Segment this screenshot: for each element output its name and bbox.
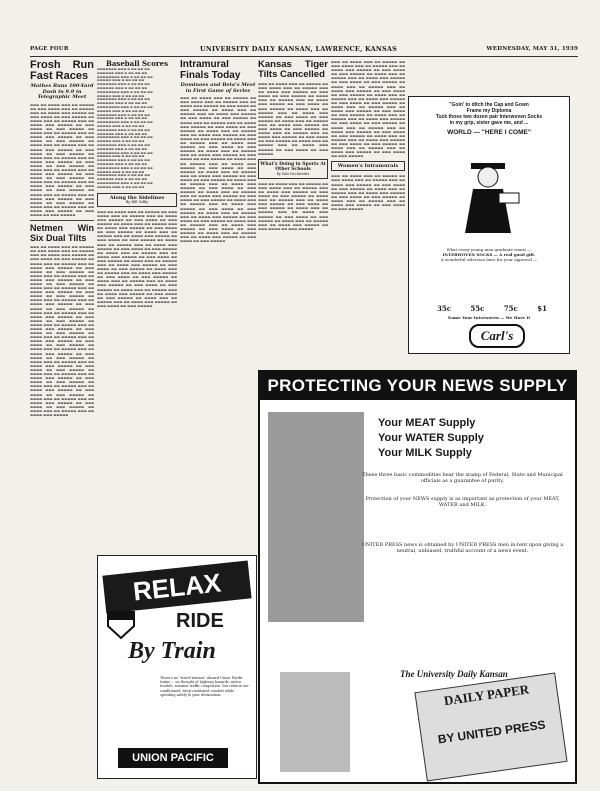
carls-price-row [437,304,547,313]
column-tiger [258,60,328,365]
carls-footer-line: Name Your Interwoven — We Have It [447,315,531,320]
carls-line-4: in my grip, sister gave me, and ... [449,120,529,126]
headline-tiger: Kansas Tiger Tilts Cancelled [258,60,328,80]
column-intramural [180,60,256,550]
by-united-press-text: BY UNITED PRESS [437,717,547,747]
story-intramural-body: ▬▬▬ ▬▬ ▬▬▬▬ ▬▬▬ ▬▬ ▬▬▬▬▬ ▬▬ ▬▬▬ ▬▬▬▬ ▬▬▬ ▬▬ ▬▬▬▬▬ ▬▬▬ ▬▬ ▬▬▬▬ ▬▬▬ ▬▬▬▬▬ ▬▬ ▬▬▬ ▬▬▬▬ ▬▬ ▬▬▬ ▬▬▬▬▬ ▬▬ ▬▬▬▬ ▬▬▬ ▬▬ ▬▬▬▬▬ ▬▬▬ ▬▬ ▬▬▬▬ ▬▬▬ ▬▬▬▬▬ ▬▬ ▬▬▬ ▬▬▬▬ ▬▬ ▬▬▬ ▬▬▬▬▬ ▬▬ ▬▬▬▬ ▬▬▬ ▬▬ ▬▬▬▬▬ ▬▬▬ ▬▬ ▬▬▬▬ ▬▬▬ ▬▬▬▬▬ ▬▬ ▬▬▬ ▬▬▬▬ ▬▬ ▬▬▬ ▬▬▬▬▬ ▬▬ ▬▬▬▬ ▬▬▬ ▬▬ ▬▬▬▬▬ ▬▬▬ ▬▬ ▬▬▬▬ ▬▬▬ ▬▬▬▬▬ ▬▬ ▬▬▬ ▬▬▬▬ ▬▬ ▬▬▬ ▬▬▬▬▬ ▬▬ ▬▬▬▬ ▬▬▬ ▬▬ ▬▬▬▬▬ ▬▬▬ ▬▬ ▬▬▬▬ ▬▬▬ ▬▬▬▬▬ ▬▬ ▬▬▬ ▬▬▬▬ ▬▬ ▬▬▬ ▬▬▬▬▬ ▬▬ ▬▬▬▬ ▬▬▬ ▬▬ ▬▬▬▬▬ ▬▬▬ ▬▬ ▬▬▬▬ ▬▬▬ ▬▬▬▬▬ ▬▬ ▬▬▬ ▬▬▬▬ ▬▬ ▬▬▬ ▬▬▬▬▬ ▬▬ ▬▬▬▬ ▬▬▬ ▬▬ ▬▬▬▬▬ ▬▬▬ ▬▬ ▬▬▬▬ ▬▬▬ ▬▬▬▬▬ ▬▬ ▬▬▬ ▬▬▬▬ ▬▬ ▬▬▬ ▬▬▬▬▬ ▬▬ ▬▬▬▬ ▬▬▬ ▬▬ ▬▬▬▬▬ ▬▬▬ ▬▬ ▬▬▬▬ ▬▬▬ ▬▬▬▬▬ ▬▬ ▬▬▬ ▬▬▬▬ ▬▬ ▬▬▬ ▬▬▬▬▬ ▬▬ ▬▬▬▬ ▬▬▬ ▬▬ ▬▬▬▬▬ ▬▬▬ ▬▬ ▬▬▬▬ ▬▬▬ ▬▬▬▬▬ ▬▬ ▬▬▬ ▬▬▬▬ ▬▬ ▬▬▬ ▬▬▬▬▬ ▬▬ ▬▬▬▬ ▬▬▬ ▬▬ ▬▬▬▬▬ ▬▬▬ ▬▬ ▬▬▬▬ ▬▬▬ ▬▬▬▬▬ ▬▬ ▬▬▬ ▬▬▬▬ ▬▬ ▬▬▬ ▬▬▬▬▬ ▬▬ ▬▬▬▬ ▬▬▬ ▬▬ ▬▬▬▬▬ ▬▬▬ ▬▬ ▬▬▬▬ ▬▬▬ ▬▬▬▬▬ ▬▬ ▬▬▬ ▬▬▬▬ ▬▬ ▬▬▬ ▬▬▬▬▬ ▬▬ ▬▬▬▬ ▬▬▬ ▬▬ ▬▬▬▬▬ ▬▬▬ ▬▬ ▬▬▬▬ ▬▬▬ ▬▬▬▬▬ ▬▬ ▬▬▬ ▬▬▬▬ ▬▬ ▬▬▬ ▬▬▬▬▬ ▬▬ ▬▬▬▬ ▬▬▬ ▬▬ ▬▬▬▬▬ ▬▬▬ ▬▬ ▬▬▬▬ ▬▬▬ ▬▬▬▬▬ ▬▬ ▬▬▬ ▬▬▬▬ ▬▬ ▬▬▬ ▬▬▬▬▬ ▬▬ ▬▬▬▬ ▬▬▬ ▬▬ ▬▬▬▬▬ ▬▬▬ ▬▬ ▬▬▬▬ ▬▬▬ ▬▬▬▬▬ ▬▬ ▬▬▬ ▬▬▬▬ ▬▬ ▬▬▬ ▬▬▬▬▬ [180,96,256,244]
headline-intramural: Intramural Finals Today [180,60,241,81]
carls-world-line: WORLD — "HERE I COME" [447,129,531,136]
ride-text: RIDE [176,610,224,632]
carls-line-1: "Goin' to ditch the Cap and Gown [449,102,529,108]
union-pacific-shield-icon [106,610,136,640]
price-75c: 75c [503,304,518,313]
sidelines-box [97,193,177,207]
by-train-text: By Train [128,638,216,664]
carls-ad-top-copy [409,102,569,126]
carls-mid-2: INTERWOVEN SOCKS — A real good gift. [442,252,536,257]
paper-title: UNIVERSITY DAILY KANSAN, LAWRENCE, KANSAS [200,45,398,53]
column-frosh [30,60,94,760]
united-press-ad [258,370,577,784]
water-supply: Your WATER Supply [378,432,484,444]
price-1-dollar: $1 [537,304,547,313]
women-intramurals-box [331,161,405,171]
sidelines-title: Along the Sidelines [109,194,165,201]
sidelines-byline: By Bill Selby [125,199,149,204]
woman-shopping-illustration [268,412,364,622]
milk-bottles-illustration [280,672,350,772]
price-55c: 55c [470,304,485,313]
carls-line-3: Tuck those two dozen pair Interwoven Socks [435,114,543,120]
news-supply-banner: PROTECTING YOUR NEWS SUPPLY [260,372,575,400]
story-frosh-body: ▬▬▬ ▬▬ ▬▬▬▬ ▬▬▬ ▬▬ ▬▬▬▬▬ ▬▬ ▬▬▬ ▬▬▬▬ ▬▬▬ ▬▬ ▬▬▬▬▬ ▬▬▬ ▬▬ ▬▬▬▬ ▬▬▬ ▬▬▬▬▬ ▬▬ ▬▬▬ ▬▬▬▬ ▬▬ ▬▬▬ ▬▬▬▬▬ ▬▬ ▬▬▬▬ ▬▬▬ ▬▬ ▬▬▬▬▬ ▬▬▬ ▬▬ ▬▬▬▬ ▬▬▬ ▬▬▬▬▬ ▬▬ ▬▬▬ ▬▬▬▬ ▬▬ ▬▬▬ ▬▬▬▬▬ ▬▬ ▬▬▬▬ ▬▬▬ ▬▬ ▬▬▬▬▬ ▬▬▬ ▬▬ ▬▬▬▬ ▬▬▬ ▬▬▬▬▬ ▬▬ ▬▬▬ ▬▬▬▬ ▬▬ ▬▬▬ ▬▬▬▬▬ ▬▬ ▬▬▬▬ ▬▬▬ ▬▬ ▬▬▬▬▬ ▬▬▬ ▬▬ ▬▬▬▬ ▬▬▬ ▬▬▬▬▬ ▬▬ ▬▬▬ ▬▬▬▬ ▬▬ ▬▬▬ ▬▬▬▬▬ ▬▬ ▬▬▬▬ ▬▬▬ ▬▬ ▬▬▬▬▬ ▬▬▬ ▬▬ ▬▬▬▬ ▬▬▬ ▬▬▬▬▬ ▬▬ ▬▬▬ ▬▬▬▬ ▬▬ ▬▬▬ ▬▬▬▬▬ ▬▬ ▬▬▬▬ ▬▬▬ ▬▬ ▬▬▬▬▬ ▬▬▬ ▬▬ ▬▬▬▬ ▬▬▬ ▬▬▬▬▬ ▬▬ ▬▬▬ ▬▬▬▬ ▬▬ ▬▬▬ ▬▬▬▬▬ ▬▬ ▬▬▬▬ ▬▬▬ ▬▬ ▬▬▬▬▬ ▬▬▬ ▬▬ ▬▬▬▬ ▬▬▬ ▬▬▬▬▬ ▬▬ ▬▬▬ ▬▬▬▬ ▬▬ ▬▬▬ ▬▬▬▬▬ ▬▬ ▬▬▬▬ ▬▬▬ ▬▬ ▬▬▬▬▬ ▬▬▬ ▬▬ ▬▬▬▬ ▬▬▬ ▬▬▬▬▬ ▬▬ ▬▬▬ ▬▬▬▬ ▬▬ ▬▬▬ ▬▬▬▬▬ ▬▬ ▬▬▬▬ ▬▬▬ ▬▬ ▬▬▬▬▬ ▬▬▬ ▬▬ ▬▬▬▬ ▬▬▬ ▬▬▬▬▬ ▬▬ ▬▬▬ ▬▬▬▬ ▬▬ ▬▬▬ ▬▬▬▬▬ [30,102,94,218]
other-schools-title: What's Doing in Sports At Other Schools [260,161,326,172]
story-tiger-body: ▬▬▬ ▬▬ ▬▬▬▬ ▬▬▬ ▬▬ ▬▬▬▬▬ ▬▬ ▬▬▬ ▬▬▬▬ ▬▬▬ ▬▬ ▬▬▬▬▬ ▬▬▬ ▬▬ ▬▬▬▬ ▬▬▬ ▬▬▬▬▬ ▬▬ ▬▬▬ ▬▬▬▬ ▬▬ ▬▬▬ ▬▬▬▬▬ ▬▬ ▬▬▬▬ ▬▬▬ ▬▬ ▬▬▬▬▬ ▬▬▬ ▬▬ ▬▬▬▬ ▬▬▬ ▬▬▬▬▬ ▬▬ ▬▬▬ ▬▬▬▬ ▬▬ ▬▬▬ ▬▬▬▬▬ ▬▬ ▬▬▬▬ ▬▬▬ ▬▬ ▬▬▬▬▬ ▬▬▬ ▬▬ ▬▬▬▬ ▬▬▬ ▬▬▬▬▬ ▬▬ ▬▬▬ ▬▬▬▬ ▬▬ ▬▬▬ ▬▬▬▬▬ ▬▬ ▬▬▬▬ ▬▬▬ ▬▬ ▬▬▬▬▬ ▬▬▬ ▬▬ ▬▬▬▬ ▬▬▬ ▬▬▬▬▬ ▬▬ ▬▬▬ ▬▬▬▬ ▬▬ ▬▬▬ ▬▬▬▬▬ ▬▬ ▬▬▬▬ ▬▬▬ ▬▬ ▬▬▬▬▬ ▬▬▬ ▬▬ ▬▬▬▬ ▬▬▬ ▬▬▬▬▬ ▬▬ ▬▬▬ ▬▬▬▬ ▬▬ ▬▬▬ ▬▬▬▬▬ ▬▬ ▬▬▬▬ ▬▬▬ ▬▬ ▬▬▬▬▬ ▬▬▬ ▬▬ ▬▬▬▬ ▬▬▬ ▬▬▬▬▬ ▬▬ ▬▬▬ ▬▬▬▬ ▬▬ ▬▬▬ ▬▬▬▬▬ [258,82,328,156]
price-35c: 35c [437,304,452,313]
other-schools-body: ▬▬▬ ▬▬ ▬▬▬▬ ▬▬▬ ▬▬ ▬▬▬▬▬ ▬▬ ▬▬▬ ▬▬▬▬ ▬▬▬ ▬▬ ▬▬▬▬▬ ▬▬▬ ▬▬ ▬▬▬▬ ▬▬▬ ▬▬▬▬▬ ▬▬ ▬▬▬ ▬▬▬▬ ▬▬ ▬▬▬ ▬▬▬▬▬ ▬▬ ▬▬▬▬ ▬▬▬ ▬▬ ▬▬▬▬▬ ▬▬▬ ▬▬ ▬▬▬▬ ▬▬▬ ▬▬▬▬▬ ▬▬ ▬▬▬ ▬▬▬▬ ▬▬ ▬▬▬ ▬▬▬▬▬ ▬▬ ▬▬▬▬ ▬▬▬ ▬▬ ▬▬▬▬▬ ▬▬▬ ▬▬ ▬▬▬▬ ▬▬▬ ▬▬▬▬▬ ▬▬ ▬▬▬ ▬▬▬▬ ▬▬ ▬▬▬ ▬▬▬▬▬ ▬▬ ▬▬▬▬ ▬▬▬ ▬▬ ▬▬▬▬▬ ▬▬▬ ▬▬ ▬▬▬▬ ▬▬▬ ▬▬▬▬▬ ▬▬ ▬▬▬ ▬▬▬▬ ▬▬ ▬▬▬ ▬▬▬▬▬ [258,181,328,231]
other-schools-box [258,159,328,179]
subhead-frosh: Mathes Runs 100-Yard Dash in 9.9 in Telegraphic Meet [30,83,94,100]
masthead [30,44,578,57]
daily-kansan-name: The University Daily Kansan [400,669,508,679]
union-pacific-copy: There's no "travel tension" aboard Union Pacific trains ... no thought of highway hazards, motor trouble, summer traffic congestion. You relax in air-conditioned, deep-cushioned comfort while speeding safely to your destination. [160,676,250,697]
carls-mid-copy [415,247,563,262]
story-netmen-body: ▬▬▬ ▬▬ ▬▬▬▬ ▬▬▬ ▬▬ ▬▬▬▬▬ ▬▬ ▬▬▬ ▬▬▬▬ ▬▬▬ ▬▬ ▬▬▬▬▬ ▬▬▬ ▬▬ ▬▬▬▬ ▬▬▬ ▬▬▬▬▬ ▬▬ ▬▬▬ ▬▬▬▬ ▬▬ ▬▬▬ ▬▬▬▬▬ ▬▬ ▬▬▬▬ ▬▬▬ ▬▬ ▬▬▬▬▬ ▬▬▬ ▬▬ ▬▬▬▬ ▬▬▬ ▬▬▬▬▬ ▬▬ ▬▬▬ ▬▬▬▬ ▬▬ ▬▬▬ ▬▬▬▬▬ ▬▬ ▬▬▬▬ ▬▬▬ ▬▬ ▬▬▬▬▬ ▬▬▬ ▬▬ ▬▬▬▬ ▬▬▬ ▬▬▬▬▬ ▬▬ ▬▬▬ ▬▬▬▬ ▬▬ ▬▬▬ ▬▬▬▬▬ ▬▬ ▬▬▬▬ ▬▬▬ ▬▬ ▬▬▬▬▬ ▬▬▬ ▬▬ ▬▬▬▬ ▬▬▬ ▬▬▬▬▬ ▬▬ ▬▬▬ ▬▬▬▬ ▬▬ ▬▬▬ ▬▬▬▬▬ ▬▬ ▬▬▬▬ ▬▬▬ ▬▬ ▬▬▬▬▬ ▬▬▬ ▬▬ ▬▬▬▬ ▬▬▬ ▬▬▬▬▬ ▬▬ ▬▬▬ ▬▬▬▬ ▬▬ ▬▬▬ ▬▬▬▬▬ ▬▬ ▬▬▬▬ ▬▬▬ ▬▬ ▬▬▬▬▬ ▬▬▬ ▬▬ ▬▬▬▬ ▬▬▬ ▬▬▬▬▬ ▬▬ ▬▬▬ ▬▬▬▬ ▬▬ ▬▬▬ ▬▬▬▬▬ ▬▬ ▬▬▬▬ ▬▬▬ ▬▬ ▬▬▬▬▬ ▬▬▬ ▬▬ ▬▬▬▬ ▬▬▬ ▬▬▬▬▬ ▬▬ ▬▬▬ ▬▬▬▬ ▬▬ ▬▬▬ ▬▬▬▬▬ ▬▬ ▬▬▬▬ ▬▬▬ ▬▬ ▬▬▬▬▬ ▬▬▬ ▬▬ ▬▬▬▬ ▬▬▬ ▬▬▬▬▬ ▬▬ ▬▬▬ ▬▬▬▬ ▬▬ ▬▬▬ ▬▬▬▬▬ ▬▬ ▬▬▬▬ ▬▬▬ ▬▬ ▬▬▬▬▬ ▬▬▬ ▬▬ ▬▬▬▬ ▬▬▬ ▬▬▬▬▬ ▬▬ ▬▬▬ ▬▬▬▬ ▬▬ ▬▬▬ ▬▬▬▬▬ ▬▬ ▬▬▬▬ ▬▬▬ ▬▬ ▬▬▬▬▬ ▬▬▬ ▬▬ ▬▬▬▬ ▬▬▬ ▬▬▬▬▬ ▬▬ ▬▬▬ ▬▬▬▬ ▬▬ ▬▬▬ ▬▬▬▬▬ ▬▬ ▬▬▬▬ ▬▬▬ ▬▬ ▬▬▬▬▬ ▬▬▬ ▬▬ ▬▬▬▬ ▬▬▬ ▬▬▬▬▬ ▬▬ ▬▬▬ ▬▬▬▬ ▬▬ ▬▬▬ ▬▬▬▬▬ ▬▬ ▬▬▬▬ ▬▬▬ ▬▬ ▬▬▬▬▬ ▬▬▬ ▬▬ ▬▬▬▬ ▬▬▬ ▬▬▬▬▬ ▬▬ ▬▬▬ ▬▬▬▬ ▬▬ ▬▬▬ ▬▬▬▬▬ ▬▬ ▬▬▬▬ ▬▬▬ ▬▬ ▬▬▬▬▬ ▬▬▬ ▬▬ ▬▬▬▬ ▬▬▬ ▬▬▬▬▬ ▬▬ ▬▬▬ ▬▬▬▬ ▬▬ ▬▬▬ ▬▬▬▬▬ ▬▬ ▬▬▬▬ ▬▬▬ ▬▬ ▬▬▬▬▬ ▬▬▬ ▬▬ ▬▬▬▬ ▬▬▬ ▬▬▬▬▬ [30,245,94,417]
carls-mid-3: A wonderful selection here for your approval — [440,257,538,262]
column-five [331,60,405,365]
union-pacific-logo: UNION PACIFIC [118,748,228,768]
newspaper-illustration [414,673,567,782]
column-baseball [97,60,177,550]
divider [30,220,94,221]
carls-line-2: Frame my Diploma [466,108,512,114]
headline-netmen: Netmen Win Six Dual Tilts [30,223,94,243]
ad-para-1: These three basic commodities bear the stamp of Federal, State and Municipal officials as a guarantee of purity. [362,472,563,485]
ad-para-3: UNITED PRESS news is obtained by UNITED PRESS men in-tent upon giving a neutral, unbiased, truthful account of a news event. [361,542,564,555]
carls-logo: Carl's [469,324,525,348]
women-intramurals-body: ▬▬▬ ▬▬ ▬▬▬▬ ▬▬▬ ▬▬ ▬▬▬▬▬ ▬▬ ▬▬▬ ▬▬▬▬ ▬▬▬ ▬▬ ▬▬▬▬▬ ▬▬▬ ▬▬ ▬▬▬▬ ▬▬▬ ▬▬▬▬▬ ▬▬ ▬▬▬ ▬▬▬▬ ▬▬ ▬▬▬ ▬▬▬▬▬ ▬▬ ▬▬▬▬ ▬▬▬ ▬▬ ▬▬▬▬▬ ▬▬▬ ▬▬ ▬▬▬▬ ▬▬▬ ▬▬▬▬▬ ▬▬ ▬▬▬ ▬▬▬▬ ▬▬ ▬▬▬ ▬▬▬▬▬ ▬▬ ▬▬▬▬ ▬▬▬ ▬▬ ▬▬▬▬▬ ▬▬▬ ▬▬ ▬▬▬▬ ▬▬▬ ▬▬▬▬▬ ▬▬ ▬▬▬ ▬▬▬▬ ▬▬ ▬▬▬ ▬▬▬▬▬ [331,174,405,212]
supply-list [378,416,484,461]
carls-mid-1: What every young man graduate wants — [446,247,532,252]
headline-frosh: Frosh Run Fast Races [30,60,94,82]
union-pacific-ad [97,555,257,779]
women-intramurals-title: Women's Intramurals [337,163,399,170]
graduate-illustration [451,153,525,239]
carls-interwoven-ad [408,96,570,354]
subhead-intramural: Dominoes and Beta's Meet in First Game of Series [180,82,256,94]
headline-baseball: Baseball Scores [105,60,169,68]
other-schools-byline: By Dale Hochstetler [276,171,310,176]
page-label: PAGE FOUR [30,46,69,52]
milk-supply: Your MILK Supply [378,447,472,459]
relax-banner: RELAX [102,560,251,613]
sidelines-body: ▬▬▬ ▬▬ ▬▬▬▬ ▬▬▬ ▬▬ ▬▬▬▬▬ ▬▬ ▬▬▬ ▬▬▬▬ ▬▬▬ ▬▬ ▬▬▬▬▬ ▬▬▬ ▬▬ ▬▬▬▬ ▬▬▬ ▬▬▬▬▬ ▬▬ ▬▬▬ ▬▬▬▬ ▬▬ ▬▬▬ ▬▬▬▬▬ ▬▬ ▬▬▬▬ ▬▬▬ ▬▬ ▬▬▬▬▬ ▬▬▬ ▬▬ ▬▬▬▬ ▬▬▬ ▬▬▬▬▬ ▬▬ ▬▬▬ ▬▬▬▬ ▬▬ ▬▬▬ ▬▬▬▬▬ ▬▬ ▬▬▬▬ ▬▬▬ ▬▬ ▬▬▬▬▬ ▬▬▬ ▬▬ ▬▬▬▬ ▬▬▬ ▬▬▬▬▬ ▬▬ ▬▬▬ ▬▬▬▬ ▬▬ ▬▬▬ ▬▬▬▬▬ ▬▬ ▬▬▬▬ ▬▬▬ ▬▬ ▬▬▬▬▬ ▬▬▬ ▬▬ ▬▬▬▬ ▬▬▬ ▬▬▬▬▬ ▬▬ ▬▬▬ ▬▬▬▬ ▬▬ ▬▬▬ ▬▬▬▬▬ ▬▬ ▬▬▬▬ ▬▬▬ ▬▬ ▬▬▬▬▬ ▬▬▬ ▬▬ ▬▬▬▬ ▬▬▬ ▬▬▬▬▬ ▬▬ ▬▬▬ ▬▬▬▬ ▬▬ ▬▬▬ ▬▬▬▬▬ ▬▬ ▬▬▬▬ ▬▬▬ ▬▬ ▬▬▬▬▬ ▬▬▬ ▬▬ ▬▬▬▬ ▬▬▬ ▬▬▬▬▬ ▬▬ ▬▬▬ ▬▬▬▬ ▬▬ ▬▬▬ ▬▬▬▬▬ ▬▬ ▬▬▬▬ ▬▬▬ ▬▬ ▬▬▬▬▬ ▬▬▬ ▬▬ ▬▬▬▬ ▬▬▬ ▬▬▬▬▬ ▬▬ ▬▬▬ ▬▬▬▬ ▬▬ ▬▬▬ ▬▬▬▬▬ ▬▬ ▬▬▬▬ ▬▬▬ ▬▬ ▬▬▬▬▬ ▬▬▬ ▬▬ ▬▬▬▬ ▬▬▬ ▬▬▬▬▬ ▬▬ ▬▬▬ ▬▬▬▬ ▬▬ ▬▬▬ ▬▬▬▬▬ ▬▬ ▬▬▬▬ ▬▬▬ ▬▬ ▬▬▬▬▬ ▬▬▬ ▬▬ ▬▬▬▬ ▬▬▬ ▬▬▬▬▬ ▬▬ ▬▬▬ ▬▬▬▬ ▬▬ ▬▬▬ ▬▬▬▬▬ ▬▬ ▬▬▬▬ ▬▬▬ ▬▬ ▬▬▬▬▬ ▬▬▬ ▬▬ ▬▬▬▬ ▬▬▬ ▬▬▬▬▬ ▬▬ ▬▬▬ ▬▬▬▬ ▬▬ ▬▬▬ ▬▬▬▬▬ [97,209,177,308]
story-col5-top: ▬▬▬ ▬▬ ▬▬▬▬ ▬▬▬ ▬▬ ▬▬▬▬▬ ▬▬ ▬▬▬ ▬▬▬▬ ▬▬▬ ▬▬ ▬▬▬▬▬ ▬▬▬ ▬▬ ▬▬▬▬ ▬▬▬ ▬▬▬▬▬ ▬▬ ▬▬▬ ▬▬▬▬ ▬▬ ▬▬▬ ▬▬▬▬▬ ▬▬ ▬▬▬▬ ▬▬▬ ▬▬ ▬▬▬▬▬ ▬▬▬ ▬▬ ▬▬▬▬ ▬▬▬ ▬▬▬▬▬ ▬▬ ▬▬▬ ▬▬▬▬ ▬▬ ▬▬▬ ▬▬▬▬▬ ▬▬ ▬▬▬▬ ▬▬▬ ▬▬ ▬▬▬▬▬ ▬▬▬ ▬▬ ▬▬▬▬ ▬▬▬ ▬▬▬▬▬ ▬▬ ▬▬▬ ▬▬▬▬ ▬▬ ▬▬▬ ▬▬▬▬▬ ▬▬ ▬▬▬▬ ▬▬▬ ▬▬ ▬▬▬▬▬ ▬▬▬ ▬▬ ▬▬▬▬ ▬▬▬ ▬▬▬▬▬ ▬▬ ▬▬▬ ▬▬▬▬ ▬▬ ▬▬▬ ▬▬▬▬▬ ▬▬ ▬▬▬▬ ▬▬▬ ▬▬ ▬▬▬▬▬ ▬▬▬ ▬▬ ▬▬▬▬ ▬▬▬ ▬▬▬▬▬ ▬▬ ▬▬▬ ▬▬▬▬ ▬▬ ▬▬▬ ▬▬▬▬▬ ▬▬ ▬▬▬▬ ▬▬▬ ▬▬ ▬▬▬▬▬ ▬▬▬ ▬▬ ▬▬▬▬ ▬▬▬ ▬▬▬▬▬ ▬▬ ▬▬▬ ▬▬▬▬ ▬▬ ▬▬▬ ▬▬▬▬▬ ▬▬ ▬▬▬▬ ▬▬▬ ▬▬ ▬▬▬▬▬ ▬▬▬ ▬▬ ▬▬▬▬ ▬▬▬ ▬▬▬▬▬ ▬▬ ▬▬▬ ▬▬▬▬ ▬▬ ▬▬▬ ▬▬▬▬▬ ▬▬ ▬▬▬▬ ▬▬▬ ▬▬ ▬▬▬▬▬ ▬▬▬ ▬▬ ▬▬▬▬ ▬▬▬ ▬▬▬▬▬ ▬▬ ▬▬▬ ▬▬▬▬ ▬▬ ▬▬▬ ▬▬▬▬▬ ▬▬ ▬▬▬▬ ▬▬▬ ▬▬ ▬▬▬▬▬ ▬▬▬ ▬▬ ▬▬▬▬ ▬▬▬ ▬▬▬▬▬ ▬▬ ▬▬▬ ▬▬▬▬ ▬▬ ▬▬▬ ▬▬▬▬▬ [331,60,405,159]
meat-supply: Your MEAT Supply [378,417,476,429]
ad-para-2: Protection of your NEWS supply is as important as protection of your MEAT, WATER and MILK. [365,496,560,509]
issue-date: WEDNESDAY, MAY 31, 1939 [486,46,578,52]
daily-paper-masthead: DAILY PAPER [442,681,531,709]
score-table: ▬▬▬▬▬▬▬ ▬▬▬ ▬ ▬▬ ▬▬ ▬▬ ▬▬▬▬▬▬ ▬▬▬ ▬ ▬▬ ▬▬ ▬▬ ▬▬▬▬▬▬▬▬ ▬▬▬ ▬ ▬▬ ▬▬ ▬▬ ▬▬▬▬▬ ▬▬▬ ▬ ▬▬ ▬▬ ▬▬ ▬▬▬▬▬▬▬ ▬▬▬ ▬ ▬▬ ▬▬ ▬▬ ▬▬▬▬▬▬ ▬▬▬ ▬ ▬▬ ▬▬ ▬▬ ▬▬▬▬▬▬▬▬ ▬▬▬ ▬ ▬▬ ▬▬ ▬▬ ▬▬▬▬▬ ▬▬▬ ▬ ▬▬ ▬▬ ▬▬ ▬▬▬▬▬▬▬ ▬▬▬ ▬ ▬▬ ▬▬ ▬▬ ▬▬▬▬▬▬ ▬▬▬ ▬ ▬▬ ▬▬ ▬▬ ▬▬▬▬▬▬▬▬ ▬▬▬ ▬ ▬▬ ▬▬ ▬▬ ▬▬▬▬▬ ▬▬▬ ▬ ▬▬ ▬▬ ▬▬ ▬▬▬▬▬▬▬ ▬▬▬ ▬ ▬▬ ▬▬ ▬▬ ▬▬▬▬▬▬ ▬▬▬ ▬ ▬▬ ▬▬ ▬▬ ▬▬▬▬▬▬▬▬ ▬▬▬ ▬ ▬▬ ▬▬ ▬▬ ▬▬▬▬▬ ▬▬▬ ▬ ▬▬ ▬▬ ▬▬ ▬▬▬▬▬▬▬ ▬▬▬ ▬ ▬▬ ▬▬ ▬▬ ▬▬▬▬▬▬ ▬▬▬ ▬ ▬▬ ▬▬ ▬▬ ▬▬▬▬▬▬▬▬ ▬▬▬ ▬ ▬▬ ▬▬ ▬▬ ▬▬▬▬▬ ▬▬▬ ▬ ▬▬ ▬▬ ▬▬ ▬▬▬▬▬▬▬ ▬▬▬ ▬ ▬▬ ▬▬ ▬▬ ▬▬▬▬▬▬ ▬▬▬ ▬ ▬▬ ▬▬ ▬▬ ▬▬▬▬▬▬▬▬ ▬▬▬ ▬ ▬▬ ▬▬ ▬▬ ▬▬▬▬▬ ▬▬▬ ▬ ▬▬ ▬▬ ▬▬ ▬▬▬▬▬▬▬ ▬▬▬ ▬ ▬▬ ▬▬ ▬▬ ▬▬▬▬▬▬ ▬▬▬ ▬ ▬▬ ▬▬ ▬▬ ▬▬▬▬▬▬▬▬ ▬▬▬ ▬ ▬▬ ▬▬ ▬▬ ▬▬▬▬▬ ▬▬▬ ▬ ▬▬ ▬▬ ▬▬ ▬▬▬▬▬▬▬ ▬▬▬ ▬ ▬▬ ▬▬ ▬▬ ▬▬▬▬▬▬ ▬▬▬ ▬ ▬▬ ▬▬ ▬▬ ▬▬▬▬▬▬▬▬ ▬▬▬ ▬ ▬▬ ▬▬ ▬▬ ▬▬▬▬▬ ▬▬▬ ▬ ▬▬ ▬▬ ▬▬ [97,67,153,189]
